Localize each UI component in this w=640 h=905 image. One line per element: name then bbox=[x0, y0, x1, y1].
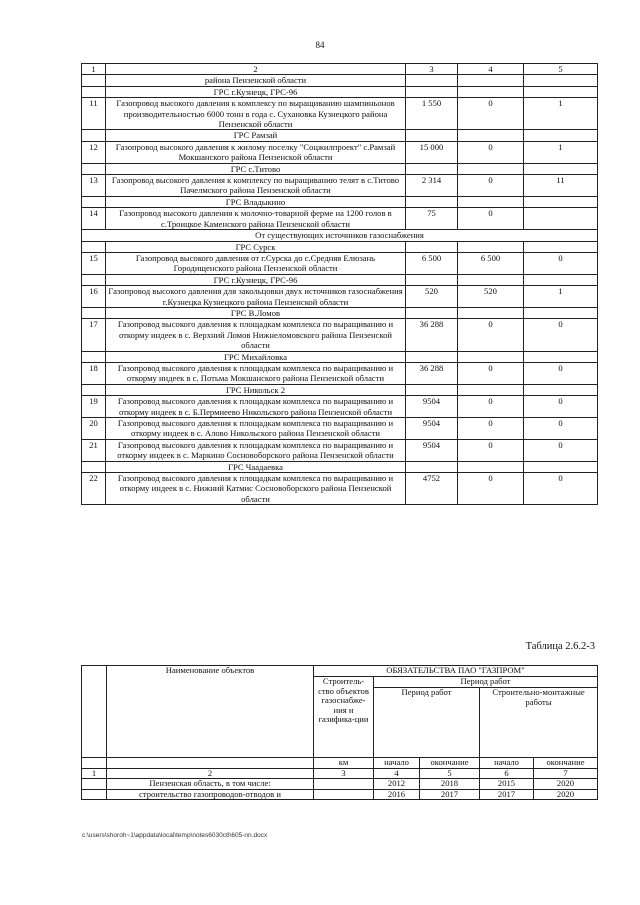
table-row bbox=[82, 286, 598, 308]
object-name: Газопровод высокого давления к площадкам комплекса по выращиванию и откорму индеек в с. Потьма Мокшанского района Пензенской области bbox=[106, 362, 406, 384]
grs-name: ГРС В.Ломов bbox=[106, 307, 406, 318]
object-name: Газопровод высокого давления к площадкам комплекса по выращиванию и откорму индеек в с. Алово Никольского района Пензенской области bbox=[106, 418, 406, 440]
object-name: Газопровод высокого давления для закольцовки двух источников газоснабжения г.Кузнецка Кузнецкого района Пензенской области bbox=[106, 286, 406, 308]
value-cell: 520 bbox=[406, 286, 458, 308]
page-number: 84 bbox=[315, 40, 325, 50]
table-row bbox=[82, 208, 598, 230]
grs-row bbox=[82, 274, 598, 285]
table-row bbox=[82, 439, 598, 461]
grs-row bbox=[82, 307, 598, 318]
header-unit-km: км bbox=[314, 758, 374, 769]
grs-name: ГРС Сурск bbox=[106, 241, 406, 252]
value-cell: 75 bbox=[406, 208, 458, 230]
value-cell: 4752 bbox=[406, 473, 458, 505]
col-number: 5 bbox=[524, 64, 598, 75]
gazprom-obligations-table bbox=[81, 665, 598, 800]
row-number: 13 bbox=[82, 175, 106, 197]
table-row: Пензенская область, в том числе: 2012 2018 2015 2020 bbox=[82, 779, 598, 790]
object-name: Газопровод высокого давления к площадкам комплекса по выращиванию и откорму индеек в с. Маркино Сосновоборского района Пензенской области bbox=[106, 439, 406, 461]
table-row bbox=[82, 75, 598, 86]
grs-name: ГРС с.Титово bbox=[106, 163, 406, 174]
value-cell: 1 550 bbox=[406, 98, 458, 130]
row-number: 21 bbox=[82, 439, 106, 461]
value-cell: 1 bbox=[524, 98, 598, 130]
value-cell: 0 bbox=[524, 319, 598, 351]
value-cell: 9504 bbox=[406, 418, 458, 440]
object-name: Газопровод высокого давления к комплексу по выращиванию телят в с.Титово Пачелмского района Пензенской области bbox=[106, 175, 406, 197]
header-end: окончание bbox=[534, 758, 598, 769]
table-row bbox=[82, 141, 598, 163]
col-number: 1 bbox=[82, 64, 106, 75]
grs-row bbox=[82, 384, 598, 395]
value-cell: 0 bbox=[458, 439, 524, 461]
table-row bbox=[82, 175, 598, 197]
section-title: От существующих источников газоснабжения bbox=[82, 230, 598, 241]
value-cell: 0 bbox=[458, 362, 524, 384]
value-cell: 0 bbox=[458, 473, 524, 505]
value-cell: 0 bbox=[458, 175, 524, 197]
value-cell: 1 bbox=[524, 141, 598, 163]
value-cell: 1 bbox=[524, 286, 598, 308]
object-name: Газопровод высокого давления от г.Сурска до с.Средняя Елюзань Городищенского района Пензенской области bbox=[106, 252, 406, 274]
value-cell: 6 500 bbox=[406, 252, 458, 274]
grs-name: ГРС Никольск 2 bbox=[106, 384, 406, 395]
grs-row bbox=[82, 241, 598, 252]
object-name: Газопровод высокого давления к комплексу по выращиванию шампиньонов производительностью 6000 тонн в года с. Сухановка Кузнецкого района Пензенской области bbox=[106, 98, 406, 130]
header-construction: Строитель-ство объектов газоснабже-ния и газифика-ции bbox=[314, 677, 374, 758]
table-header-row bbox=[82, 64, 598, 75]
file-path-footer: c:\users\shoroh~1\appdata\local\temp\notes6030c8\605-nn.docx bbox=[82, 832, 268, 839]
row-number: 17 bbox=[82, 319, 106, 351]
grs-name: ГРС Владыкино bbox=[106, 196, 406, 207]
value-cell: 2 314 bbox=[406, 175, 458, 197]
value-cell: 0 bbox=[524, 473, 598, 505]
value-cell bbox=[524, 208, 598, 230]
value-cell: 0 bbox=[458, 208, 524, 230]
header-start: начало bbox=[374, 758, 420, 769]
col-number: 3 bbox=[406, 64, 458, 75]
row-number: 11 bbox=[82, 98, 106, 130]
value-cell: 11 bbox=[524, 175, 598, 197]
row-number: 20 bbox=[82, 418, 106, 440]
header-obligations: ОБЯЗАТЕЛЬСТВА ПАО "ГАЗПРОМ" bbox=[314, 666, 598, 677]
table-row: строительство газопроводов-отводов и 2016 2017 2017 2020 bbox=[82, 789, 598, 800]
value-cell: 520 bbox=[458, 286, 524, 308]
object-name-continued: района Пензенской области bbox=[106, 75, 406, 86]
row-number: 15 bbox=[82, 252, 106, 274]
value-cell: 0 bbox=[458, 319, 524, 351]
value-cell: 36 288 bbox=[406, 319, 458, 351]
column-numbers-row: 1 2 3 4 5 6 7 bbox=[82, 768, 598, 779]
object-name: Газопровод высокого давления к молочно-товарной ферме на 1200 голов в с.Троицкое Каменского района Пензенской области bbox=[106, 208, 406, 230]
value-cell: 0 bbox=[524, 396, 598, 418]
grs-row bbox=[82, 130, 598, 141]
object-name: Газопровод высокого давления к площадкам комплекса по выращиванию и откорму индеек в с. Б.Пермиеево Никольского района Пензенской области bbox=[106, 396, 406, 418]
header-object-name: Наименование объектов bbox=[107, 666, 314, 758]
object-name: Газопровод высокого давления к площадкам комплекса по выращиванию и откорму индеек в с. Нижний Катмис Сосновоборского района Пензенской области bbox=[106, 473, 406, 505]
value-cell: 0 bbox=[458, 396, 524, 418]
table-row bbox=[82, 473, 598, 505]
row-number: 22 bbox=[82, 473, 106, 505]
grs-row bbox=[82, 196, 598, 207]
value-cell: 9504 bbox=[406, 396, 458, 418]
object-name: строительство газопроводов-отводов и bbox=[107, 789, 314, 800]
object-name: Газопровод высокого давления к площадкам комплекса по выращиванию и откорму индеек в с. Верхний Ломов Нижнеломовского района Пензенской области bbox=[106, 319, 406, 351]
section-row bbox=[82, 230, 598, 241]
value-cell: 0 bbox=[524, 252, 598, 274]
value-cell: 15 000 bbox=[406, 141, 458, 163]
table-row bbox=[82, 98, 598, 130]
row-number: 14 bbox=[82, 208, 106, 230]
grs-row bbox=[82, 86, 598, 97]
object-name: Газопровод высокого давления к жилому поселку "Соцжилпроект" с.Рамзай Мокшанского района Пензенской области bbox=[106, 141, 406, 163]
grs-name: ГРС Рамзай bbox=[106, 130, 406, 141]
grs-name: ГРС Чаадаевка bbox=[106, 461, 406, 472]
grs-row bbox=[82, 461, 598, 472]
grs-row bbox=[82, 351, 598, 362]
value-cell: 9504 bbox=[406, 439, 458, 461]
table-row bbox=[82, 252, 598, 274]
value-cell: 0 bbox=[458, 98, 524, 130]
value-cell: 0 bbox=[458, 418, 524, 440]
table-caption: Таблица 2.6.2-3 bbox=[525, 641, 595, 652]
value-cell: 0 bbox=[524, 439, 598, 461]
table-row bbox=[82, 396, 598, 418]
grs-name: ГРС Михайловка bbox=[106, 351, 406, 362]
value-cell: 0 bbox=[458, 141, 524, 163]
value-cell: 6 500 bbox=[458, 252, 524, 274]
header-end: окончание bbox=[420, 758, 480, 769]
grs-name: ГРС г.Кузнецк, ГРС-96 bbox=[106, 86, 406, 97]
row-number: 12 bbox=[82, 141, 106, 163]
gas-pipelines-table bbox=[81, 63, 598, 505]
row-number: 19 bbox=[82, 396, 106, 418]
grs-row bbox=[82, 163, 598, 174]
col-number: 2 bbox=[106, 64, 406, 75]
table-row bbox=[82, 362, 598, 384]
table-row bbox=[82, 319, 598, 351]
object-name: Пензенская область, в том числе: bbox=[107, 779, 314, 790]
row-number: 18 bbox=[82, 362, 106, 384]
value-cell: 36 288 bbox=[406, 362, 458, 384]
grs-name: ГРС г.Кузнецк, ГРС-96 bbox=[106, 274, 406, 285]
header-cmr: Строительно-монтажные работы bbox=[480, 688, 598, 758]
header-start: начало bbox=[480, 758, 534, 769]
header-period-work: Период работ bbox=[374, 688, 480, 758]
row-number: 16 bbox=[82, 286, 106, 308]
header-period: Период работ bbox=[374, 677, 598, 688]
value-cell: 0 bbox=[524, 362, 598, 384]
value-cell: 0 bbox=[524, 418, 598, 440]
table-row bbox=[82, 418, 598, 440]
col-number: 4 bbox=[458, 64, 524, 75]
